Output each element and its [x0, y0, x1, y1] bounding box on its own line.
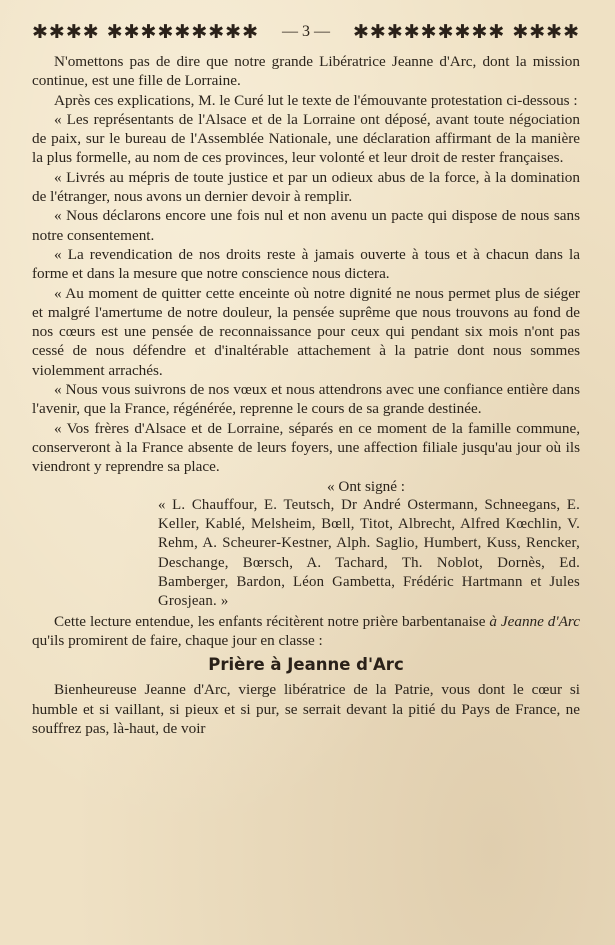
- paragraph-5: « Nous déclarons encore une fois nul et non avenu un pacte qui dispose de nous sans notre consentement.: [32, 207, 580, 244]
- right-ornament: ✱✱✱✱✱✱✱✱✱ ✱✱✱✱: [353, 21, 580, 43]
- paragraph-9: « Vos frères d'Alsace et de Lorraine, séparés en ce moment de la famille commune, conserveront à la France absente de leurs foyers, une affection filiale jusqu'au jour où ils viendront y reprendre sa place.: [32, 419, 580, 476]
- signed-intro: « Ont signé :: [326, 477, 406, 495]
- paragraph-1: N'omettons pas de dire que notre grande Libératrice Jeanne d'Arc, dont la mission continue, est une fille de Lorraine.: [32, 53, 580, 90]
- page-number: — 3 —: [282, 23, 330, 40]
- prayer-title: Prière à Jeanne d'Arc: [208, 655, 404, 675]
- paragraph-4: « Livrés au mépris de toute justice et par un odieux abus de la force, à la domination de l'étranger, nous avons un dernier devoir à remplir.: [32, 168, 580, 206]
- signatories-list: « L. Chauffour, E. Teutsch, Dr André Ostermann, Schneegans, E. Keller, Kablé, Melsheim, Bœll, Titot, Albrecht, Alfred Kœchlin, V. Rehm, A. Scheurer-Kestner, Alph. Saglio, Humbert, Kuss, Rencker, Deschange, Bœrsch, A. Tachard, Th. Noblot, Dornès, Ed. Bamberger, Bardon, Léon Gambetta, Frédéric Hartmann et Jules Grosjean. »: [158, 496, 580, 610]
- page-header: [32, 18, 580, 46]
- paragraph-7: « Au moment de quitter cette enceinte où notre dignité ne nous permet plus de siéger et malgré l'amertume de notre douleur, la pensée suprême que nous trouvons au fond de nos cœurs est une pensée de reconnaissance pour ceux qui pendant six mois n'ont pas cessé de nous défendre et d'inaltérable attachement à la patrie dont nous sommes violemment arrachés.: [32, 284, 580, 379]
- paragraph-11: Bienheureuse Jeanne d'Arc, vierge libératrice de la Patrie, vous dont le cœur si humble et si vaillant, si pieux et si pur, se serrait devant la pitié du Pays de France, ne souffrez pas, là-haut, de voir: [32, 681, 580, 737]
- document-page: [32, 18, 580, 738]
- paragraph-10-text-b: qu'ils promirent de faire, chaque jour en classe :: [32, 631, 323, 649]
- paragraph-10-text-a: Cette lecture entendue, les enfants récitèrent notre prière barbentanaise: [54, 612, 486, 630]
- paragraph-6: « La revendication de nos droits reste à jamais ouverte à tous et à chacun dans la forme et dans la mesure que notre conscience nous dictera.: [32, 245, 580, 283]
- paragraph-3: « Les représentants de l'Alsace et de la Lorraine ont déposé, avant toute négociation de paix, sur le bureau de l'Assemblée Nationale, une déclaration affirmant de la manière la plus formelle, au nom de ces provinces, leur volonté et leur droit de rester françaises.: [32, 110, 580, 167]
- paragraph-8: « Nous vous suivrons de nos vœux et nous attendrons avec une confiance entière dans l'avenir, que la France, régénérée, reprenne le cours de sa grande destinée.: [32, 381, 580, 418]
- paragraph-10-italic: à Jeanne d'Arc: [489, 612, 581, 630]
- paragraph-10: [32, 612, 580, 651]
- paragraph-2: Après ces explications, M. le Curé lut le texte de l'émouvante protestation ci-dessous :: [54, 91, 578, 109]
- left-ornament: ✱✱✱✱ ✱✱✱✱✱✱✱✱✱: [32, 21, 259, 43]
